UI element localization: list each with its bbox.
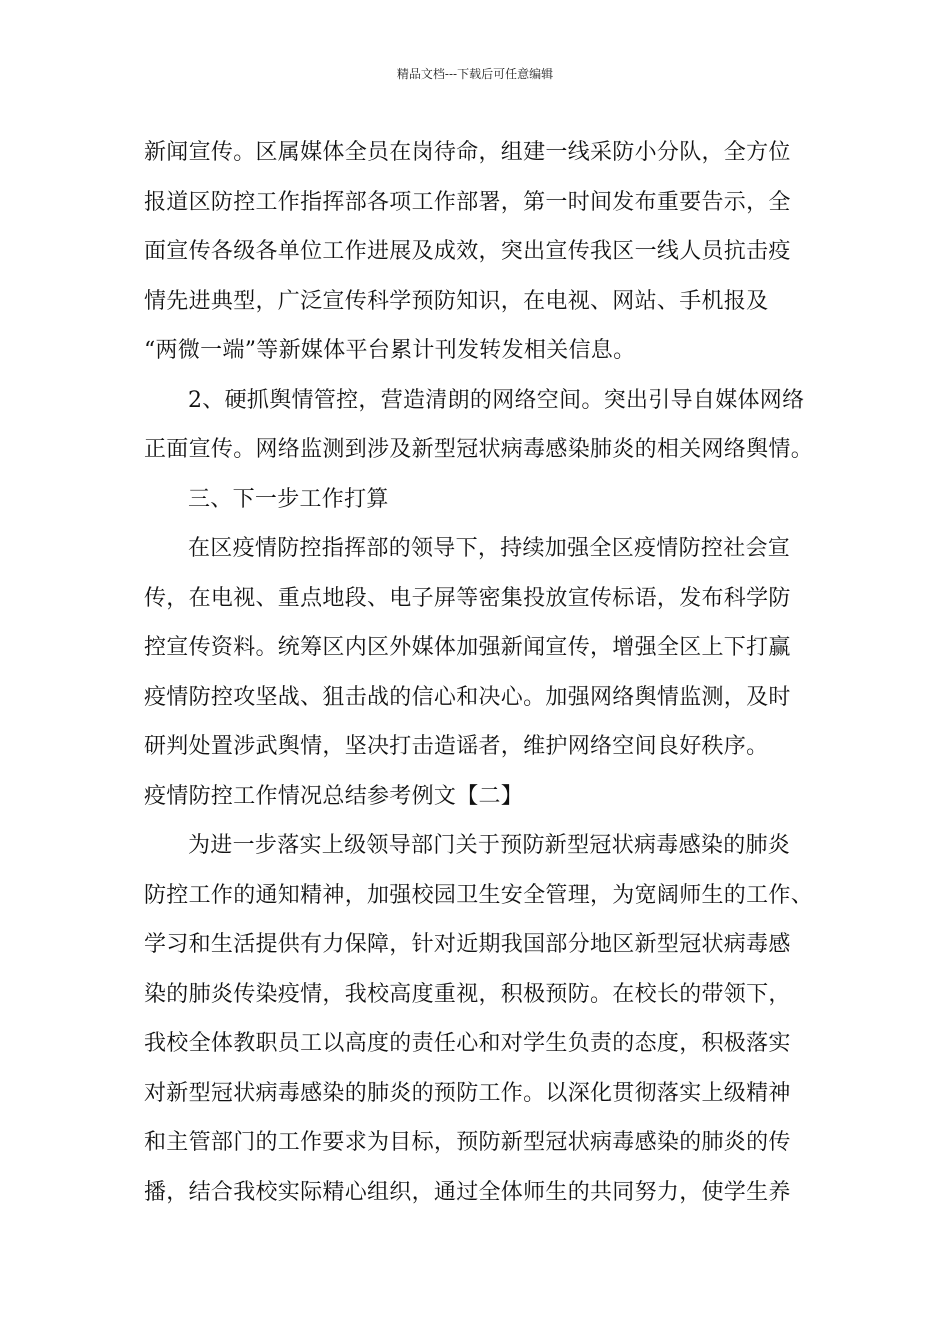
text-line: 研判处置涉武舆情，坚决打击造谣者，维护网络空间良好秩序。	[144, 734, 769, 759]
text-line: 面宣传各级各单位工作进展及成效，突出宣传我区一线人员抗击疫	[144, 239, 791, 264]
text-line: 学习和生活提供有力保障，针对近期我国部分地区新型冠状病毒感	[144, 932, 791, 957]
text-line: “两微一端”等新媒体平台累计刊发转发相关信息。	[144, 338, 636, 363]
text-line: 情先进典型，广泛宣传科学预防知识，在电视、网站、手机报及	[144, 288, 769, 314]
text-line: 对新型冠状病毒感染的肺炎的预防工作。以深化贯彻落实上级精神	[144, 1080, 791, 1106]
text-line: 疫情防控攻坚战、狙击战的信心和决心。加强网络舆情监测，及时	[144, 684, 791, 710]
text-line: 染的肺炎传染疫情，我校高度重视，积极预防。在校长的带领下，	[144, 981, 791, 1007]
document-title-heading: 疫情防控工作情况总结参考例文【二】	[144, 783, 524, 809]
document-body	[144, 128, 824, 1217]
section-heading: 三、下一步工作打算	[188, 486, 389, 512]
text-line: 正面宣传。网络监测到涉及新型冠状病毒感染肺炎的相关网络舆情。	[144, 437, 814, 462]
text-line: 和主管部门的工作要求为目标，预防新型冠状病毒感染的肺炎的传	[144, 1130, 791, 1155]
text-line: 在区疫情防控指挥部的领导下，持续加强全区疫情防控社会宣	[188, 536, 791, 561]
text-line: 传，在电视、重点地段、电子屏等密集投放宣传标语，发布科学防	[144, 585, 791, 611]
text-line: 防控工作的通知精神，加强校园卫生安全管理，为宽阔师生的工作、	[144, 882, 814, 908]
text-line: 2、硬抓舆情管控，营造清朗的网络空间。突出引导自媒体网络	[188, 387, 805, 413]
page-header: 精品文档---下载后可任意编辑	[396, 67, 554, 81]
text-line: 控宣传资料。统筹区内区外媒体加强新闻宣传，增强全区上下打赢	[144, 635, 791, 660]
text-line: 为进一步落实上级领导部门关于预防新型冠状病毒感染的肺炎	[188, 833, 791, 858]
text-line: 我校全体教职员工以高度的责任心和对学生负责的态度，积极落实	[144, 1031, 791, 1056]
text-line: 新闻宣传。区属媒体全员在岗待命，组建一线采防小分队，全方位	[144, 140, 791, 165]
text-line: 播，结合我校实际精心组织，通过全体师生的共同努力，使学生养	[144, 1179, 791, 1205]
text-line: 报道区防控工作指挥部各项工作部署，第一时间发布重要告示，全	[144, 189, 791, 215]
